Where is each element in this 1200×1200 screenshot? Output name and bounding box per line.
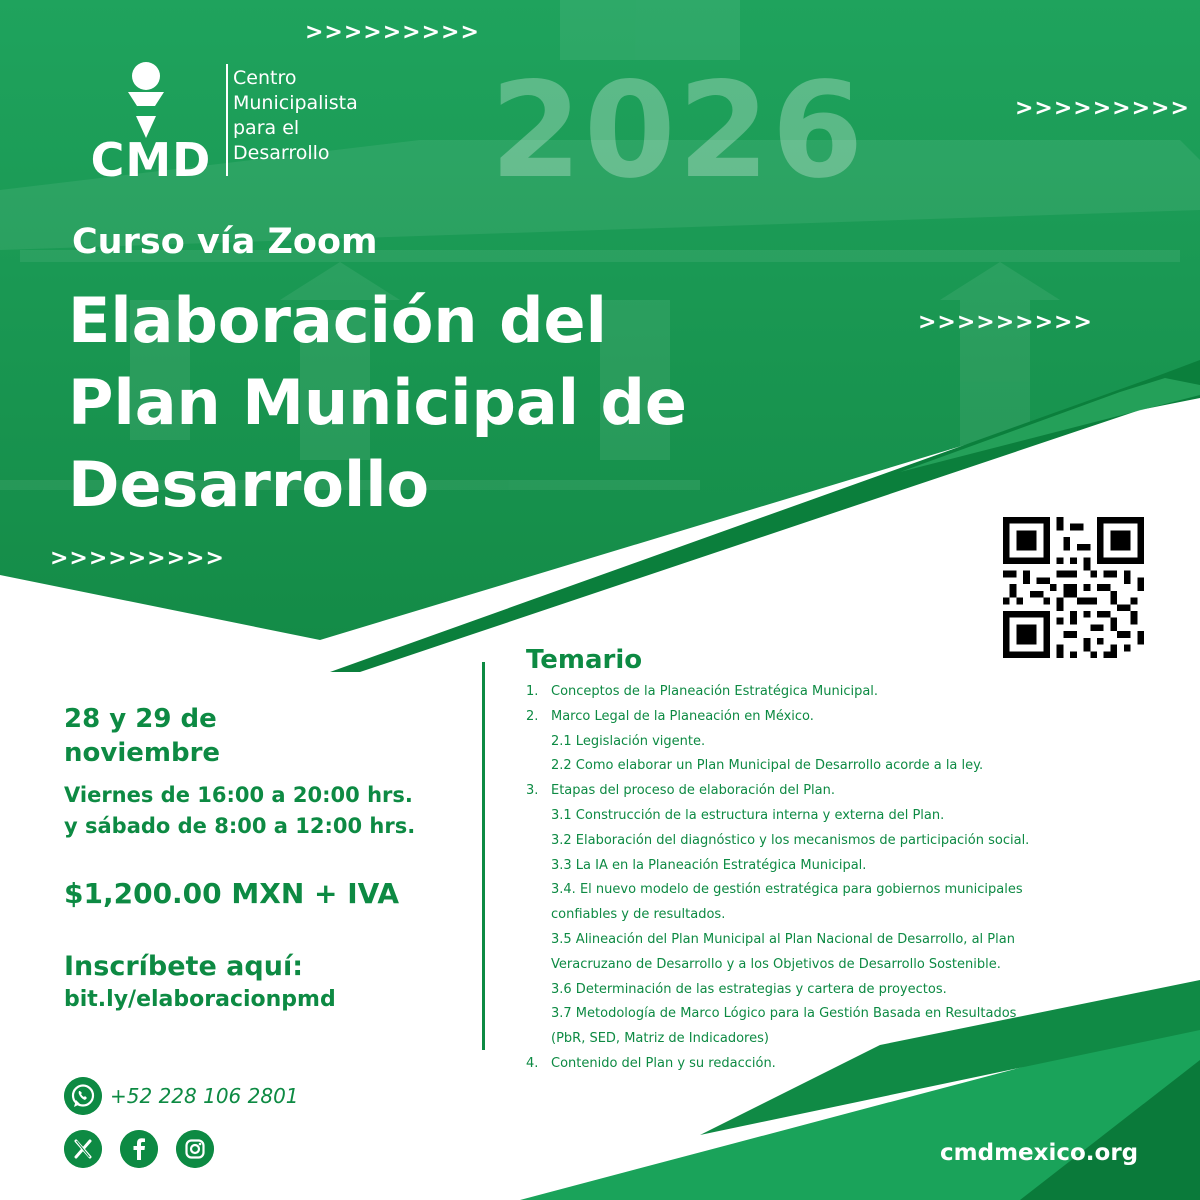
temario-item-text: 3.7 Metodología de Marco Lógico para la Gestión Basada en Resultados <box>551 1006 1017 1022</box>
temario-item-text: Contenido del Plan y su redacción. <box>551 1055 776 1071</box>
year-watermark: 2026 <box>490 54 866 208</box>
temario-item <box>526 730 1166 755</box>
logo-divider <box>226 64 228 176</box>
register-label: Inscríbete aquí: <box>64 951 303 982</box>
temario-title: Temario <box>526 645 643 675</box>
x-icon[interactable] <box>64 1130 102 1168</box>
temario-item <box>526 779 1166 804</box>
temario-item-text: (PbR, SED, Matriz de Indicadores) <box>551 1031 769 1047</box>
temario-item <box>526 928 1166 953</box>
temario-item-text: 3.3 La IA en la Planeación Estratégica Municipal. <box>551 857 867 873</box>
temario-item <box>526 705 1166 730</box>
logo-name-line: Municipalista <box>233 92 358 114</box>
decor-arrows-right: >>>>>>>>> <box>1015 96 1190 121</box>
temario-item-text: Veracruzano de Desarrollo y a los Objetivos de Desarrollo Sostenible. <box>551 956 1001 972</box>
logo-name-line: para el <box>233 117 300 139</box>
temario-item <box>526 978 1166 1003</box>
register-link[interactable]: bit.ly/elaboracionpmd <box>64 987 336 1012</box>
temario-item <box>526 903 1166 928</box>
temario-item-text: 3.5 Alineación del Plan Municipal al Plan Nacional de Desarrollo, al Plan <box>551 931 1015 947</box>
temario-item-text: 2.1 Legislación vigente. <box>551 733 706 749</box>
temario-item <box>526 953 1166 978</box>
course-title-line: Desarrollo <box>68 448 430 521</box>
temario-item-text: Marco Legal de la Planeación en México. <box>551 708 814 724</box>
course-title-line: Elaboración del <box>68 284 607 357</box>
temario-item-text: confiables y de resultados. <box>551 907 726 923</box>
logo-name-line: Centro <box>233 67 297 89</box>
cmd-logo <box>78 60 224 180</box>
temario-item-text: 3.4. El nuevo modelo de gestión estratégica para gobiernos municipales <box>551 882 1023 898</box>
website-link[interactable]: cmdmexico.org <box>940 1140 1139 1166</box>
logo-letters: CMD <box>90 133 212 180</box>
temario-item-number: 2. <box>526 708 539 724</box>
temario-list <box>526 680 1166 1077</box>
temario-item <box>526 1002 1166 1027</box>
temario-item-text: Etapas del proceso de elaboración del Plan. <box>551 783 836 799</box>
temario-item <box>526 754 1166 779</box>
course-schedule <box>64 780 415 842</box>
instagram-icon[interactable] <box>176 1130 214 1168</box>
temario-item <box>526 878 1166 903</box>
temario-item-text: 3.1 Construcción de la estructura interna y externa del Plan. <box>551 807 945 823</box>
temario-item <box>526 829 1166 854</box>
course-date-line: noviembre <box>64 738 221 768</box>
decor-arrows-mid: >>>>>>>>> <box>918 310 1093 335</box>
temario-item <box>526 854 1166 879</box>
temario-item-text: Conceptos de la Planeación Estratégica Municipal. <box>551 684 879 699</box>
temario-item-number: 3. <box>526 783 539 799</box>
column-divider <box>482 662 485 1050</box>
phone-number[interactable]: +52 228 106 2801 <box>110 1084 299 1108</box>
temario-item-number: 4. <box>526 1055 539 1071</box>
schedule-line: y sábado de 8:00 a 12:00 hrs. <box>64 814 416 838</box>
temario-item <box>526 680 1166 705</box>
logo-name-line: Desarrollo <box>233 142 330 164</box>
course-price: $1,200.00 MXN + IVA <box>64 877 400 910</box>
schedule-line: Viernes de 16:00 a 20:00 hrs. <box>64 783 413 807</box>
course-dates <box>64 702 220 770</box>
course-title <box>68 280 687 526</box>
temario-item-text: 3.6 Determinación de las estrategias y cartera de proyectos. <box>551 981 947 997</box>
facebook-icon[interactable] <box>120 1130 158 1168</box>
course-title-line: Plan Municipal de <box>68 366 687 439</box>
temario-item-text: 2.2 Como elaborar un Plan Municipal de Desarrollo acorde a la ley. <box>551 758 984 774</box>
course-date-line: 28 y 29 de <box>64 704 217 734</box>
temario-item <box>526 804 1166 829</box>
decor-arrows-left: >>>>>>>>> <box>50 546 225 571</box>
temario-item <box>526 1052 1166 1077</box>
whatsapp-icon[interactable] <box>64 1077 102 1115</box>
temario-item-number: 1. <box>526 684 539 699</box>
course-subtitle: Curso vía Zoom <box>72 222 378 262</box>
qr-code[interactable] <box>1003 517 1144 658</box>
decor-arrows-top: >>>>>>>>> <box>305 20 480 45</box>
temario-item-text: 3.2 Elaboración del diagnóstico y los mecanismos de participación social. <box>551 832 1030 848</box>
temario-item <box>526 1027 1166 1052</box>
logo-name <box>233 66 358 166</box>
